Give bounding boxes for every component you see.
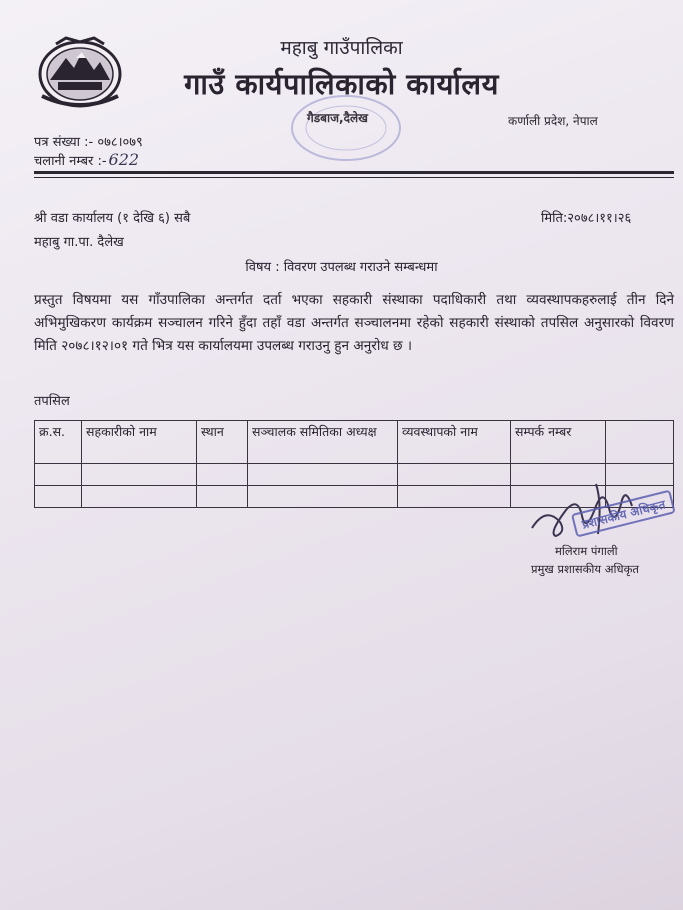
col-chairperson: सञ्चालक समितिका अध्यक्ष — [248, 421, 398, 464]
signatory-name: मलिराम पंगाली — [555, 544, 618, 558]
letter-date: मिति:२०७८।११।२६ — [541, 211, 632, 226]
subject-line: विषय : विवरण उपलब्ध गराउने सम्बन्धमा — [245, 260, 438, 275]
province-line: कर्णाली प्रदेश, नेपाल — [508, 114, 598, 128]
col-cooperative-name: सहकारीको नाम — [82, 421, 197, 464]
dispatch-value: 622 — [108, 150, 140, 169]
header-rule-thick — [34, 171, 674, 174]
recipient-line-1: श्री वडा कार्यालय (१ देखि ६) सबै — [34, 211, 191, 226]
dispatch-label: चलानी नम्बर :- — [34, 154, 107, 169]
office-title: गाउँ कार्यपालिकाको कार्यालय — [184, 67, 499, 101]
signatory-title: प्रमुख प्रशासकीय अधिकृत — [531, 562, 639, 576]
col-extra — [606, 421, 674, 464]
municipality-name: महाबु गाउँपालिका — [280, 37, 403, 59]
tapsil-label: तपसिल — [34, 394, 70, 409]
letter-body: प्रस्तुत विषयमा यस गाँउपालिका अन्तर्गत दर्ता भएका सहकारी संस्थाका पदाधिकारी तथा व्यवस्थापकहरुलाई तीन दिने अभिमुखिकरण कार्यक्रम सञ्चालन गरिने हुँदा तहाँ वडा अन्तर्गत सञ्चालनमा रहेको सहकारी संस्थाको तपसिल अनुसारको विवरण मिति २०७८।१२।०१ गते भित्र यस कार्यालयमा उपलब्ध गराउनु हुन अनुरोध छ । — [34, 292, 674, 354]
col-location: स्थान — [197, 421, 248, 464]
col-serial: क्र.स. — [35, 421, 82, 464]
office-location: गैडबाज,दैलेख — [307, 111, 368, 125]
col-contact-number: सम्पर्क नम्बर — [511, 421, 606, 464]
svg-text:प्रशासकीय अधिकृत: प्रशासकीय अधिकृत — [580, 497, 667, 532]
col-manager-name: व्यवस्थापको नाम — [398, 421, 511, 464]
header-rule-thin — [34, 177, 674, 178]
letter-number: पत्र संख्या :- ०७८।०७९ — [34, 135, 143, 150]
office-stamp — [286, 92, 406, 164]
table-header-row — [35, 421, 674, 464]
recipient-line-2: महाबु गा.पा. दैलेख — [34, 235, 124, 250]
dispatch-number — [34, 150, 139, 169]
